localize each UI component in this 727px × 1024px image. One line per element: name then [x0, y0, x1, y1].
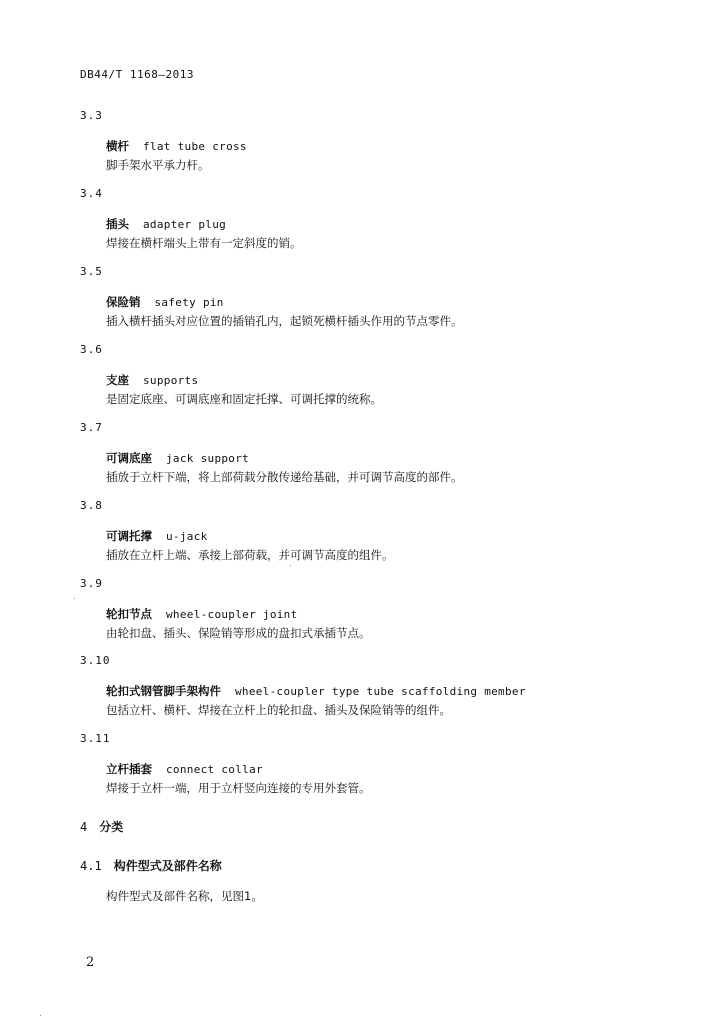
clause-number: 3.10 — [80, 654, 111, 667]
term-chinese: 可调托撑 — [106, 529, 152, 543]
term-english: adapter plug — [143, 218, 227, 231]
term-line — [106, 760, 680, 779]
section-4-1-body: 构件型式及部件名称，见图1。 — [106, 889, 263, 903]
term-definition: 脚手架水平承力杆。 — [106, 158, 210, 172]
clause-number: 3.6 — [80, 343, 103, 356]
clause-number: 3.7 — [80, 421, 103, 434]
term-english: flat tube cross — [143, 140, 247, 153]
page-number: 2 — [86, 955, 95, 970]
clause-3-9 — [80, 576, 680, 642]
clause-number: 3.4 — [80, 187, 103, 200]
clause-3-7 — [80, 420, 680, 486]
section-title: 分类 — [99, 820, 124, 834]
term-chinese: 可调底座 — [106, 451, 152, 465]
term-chinese: 保险销 — [106, 295, 141, 309]
term-chinese: 插头 — [106, 217, 129, 231]
term-english: wheel-coupler type tube scaffolding member — [235, 685, 526, 698]
clause-number: 3.11 — [80, 732, 111, 745]
term-line — [106, 605, 680, 624]
scan-speck — [74, 598, 75, 599]
clause-3-3 — [80, 108, 680, 174]
clause-number: 3.5 — [80, 265, 103, 278]
term-definition: 插放在立杆上端、承接上部荷载，并可调节高度的组件。 — [106, 548, 394, 562]
document-id: DB44/T 1168—2013 — [80, 68, 194, 81]
term-chinese: 轮扣式钢管脚手架构件 — [106, 684, 221, 698]
term-definition: 插放于立杆下端，将上部荷载分散传递给基础，并可调节高度的部件。 — [106, 470, 463, 484]
section-number: 4 — [80, 820, 88, 834]
term-definition: 是固定底座、可调底座和固定托撑、可调托撑的统称。 — [106, 392, 382, 406]
term-line — [106, 137, 680, 156]
clause-3-10 — [80, 653, 680, 719]
term-definition: 焊接在横杆端头上带有一定斜度的销。 — [106, 236, 302, 250]
term-line — [106, 293, 680, 312]
clause-3-5 — [80, 264, 680, 330]
clause-3-11 — [80, 731, 680, 797]
section-title: 构件型式及部件名称 — [113, 859, 222, 873]
term-chinese: 轮扣节点 — [106, 607, 152, 621]
term-english: u-jack — [166, 530, 208, 543]
term-line — [106, 527, 680, 546]
section-4-1-heading — [80, 857, 222, 874]
term-english: safety pin — [154, 296, 224, 309]
term-chinese: 立杆插套 — [106, 762, 152, 776]
clause-3-8 — [80, 498, 680, 564]
section-number: 4.1 — [80, 859, 102, 873]
clause-number: 3.9 — [80, 577, 103, 590]
term-line — [106, 215, 680, 234]
term-line — [106, 371, 680, 390]
term-definition: 焊接于立杆一端，用于立杆竖向连接的专用外套管。 — [106, 781, 371, 795]
section-4-heading — [80, 818, 123, 835]
term-english: connect collar — [166, 763, 263, 776]
clause-3-4 — [80, 186, 680, 252]
term-chinese: 支座 — [106, 373, 129, 387]
clause-number: 3.8 — [80, 499, 103, 512]
scan-speck — [40, 1015, 41, 1016]
clause-3-6 — [80, 342, 680, 408]
clause-number: 3.3 — [80, 109, 103, 122]
term-definition: 插入横杆插头对应位置的插销孔内，起锁死横杆插头作用的节点零件。 — [106, 314, 463, 328]
term-definition: 由轮扣盘、插头、保险销等形成的盘扣式承插节点。 — [106, 626, 371, 640]
term-line — [106, 449, 680, 468]
term-line — [106, 682, 680, 701]
term-definition: 包括立杆、横杆、焊接在立杆上的轮扣盘、插头及保险销等的组件。 — [106, 703, 451, 717]
term-english: jack support — [166, 452, 250, 465]
term-english: supports — [143, 374, 199, 387]
term-english: wheel-coupler joint — [166, 608, 298, 621]
term-chinese: 横杆 — [106, 139, 129, 153]
scan-speck — [290, 565, 291, 566]
